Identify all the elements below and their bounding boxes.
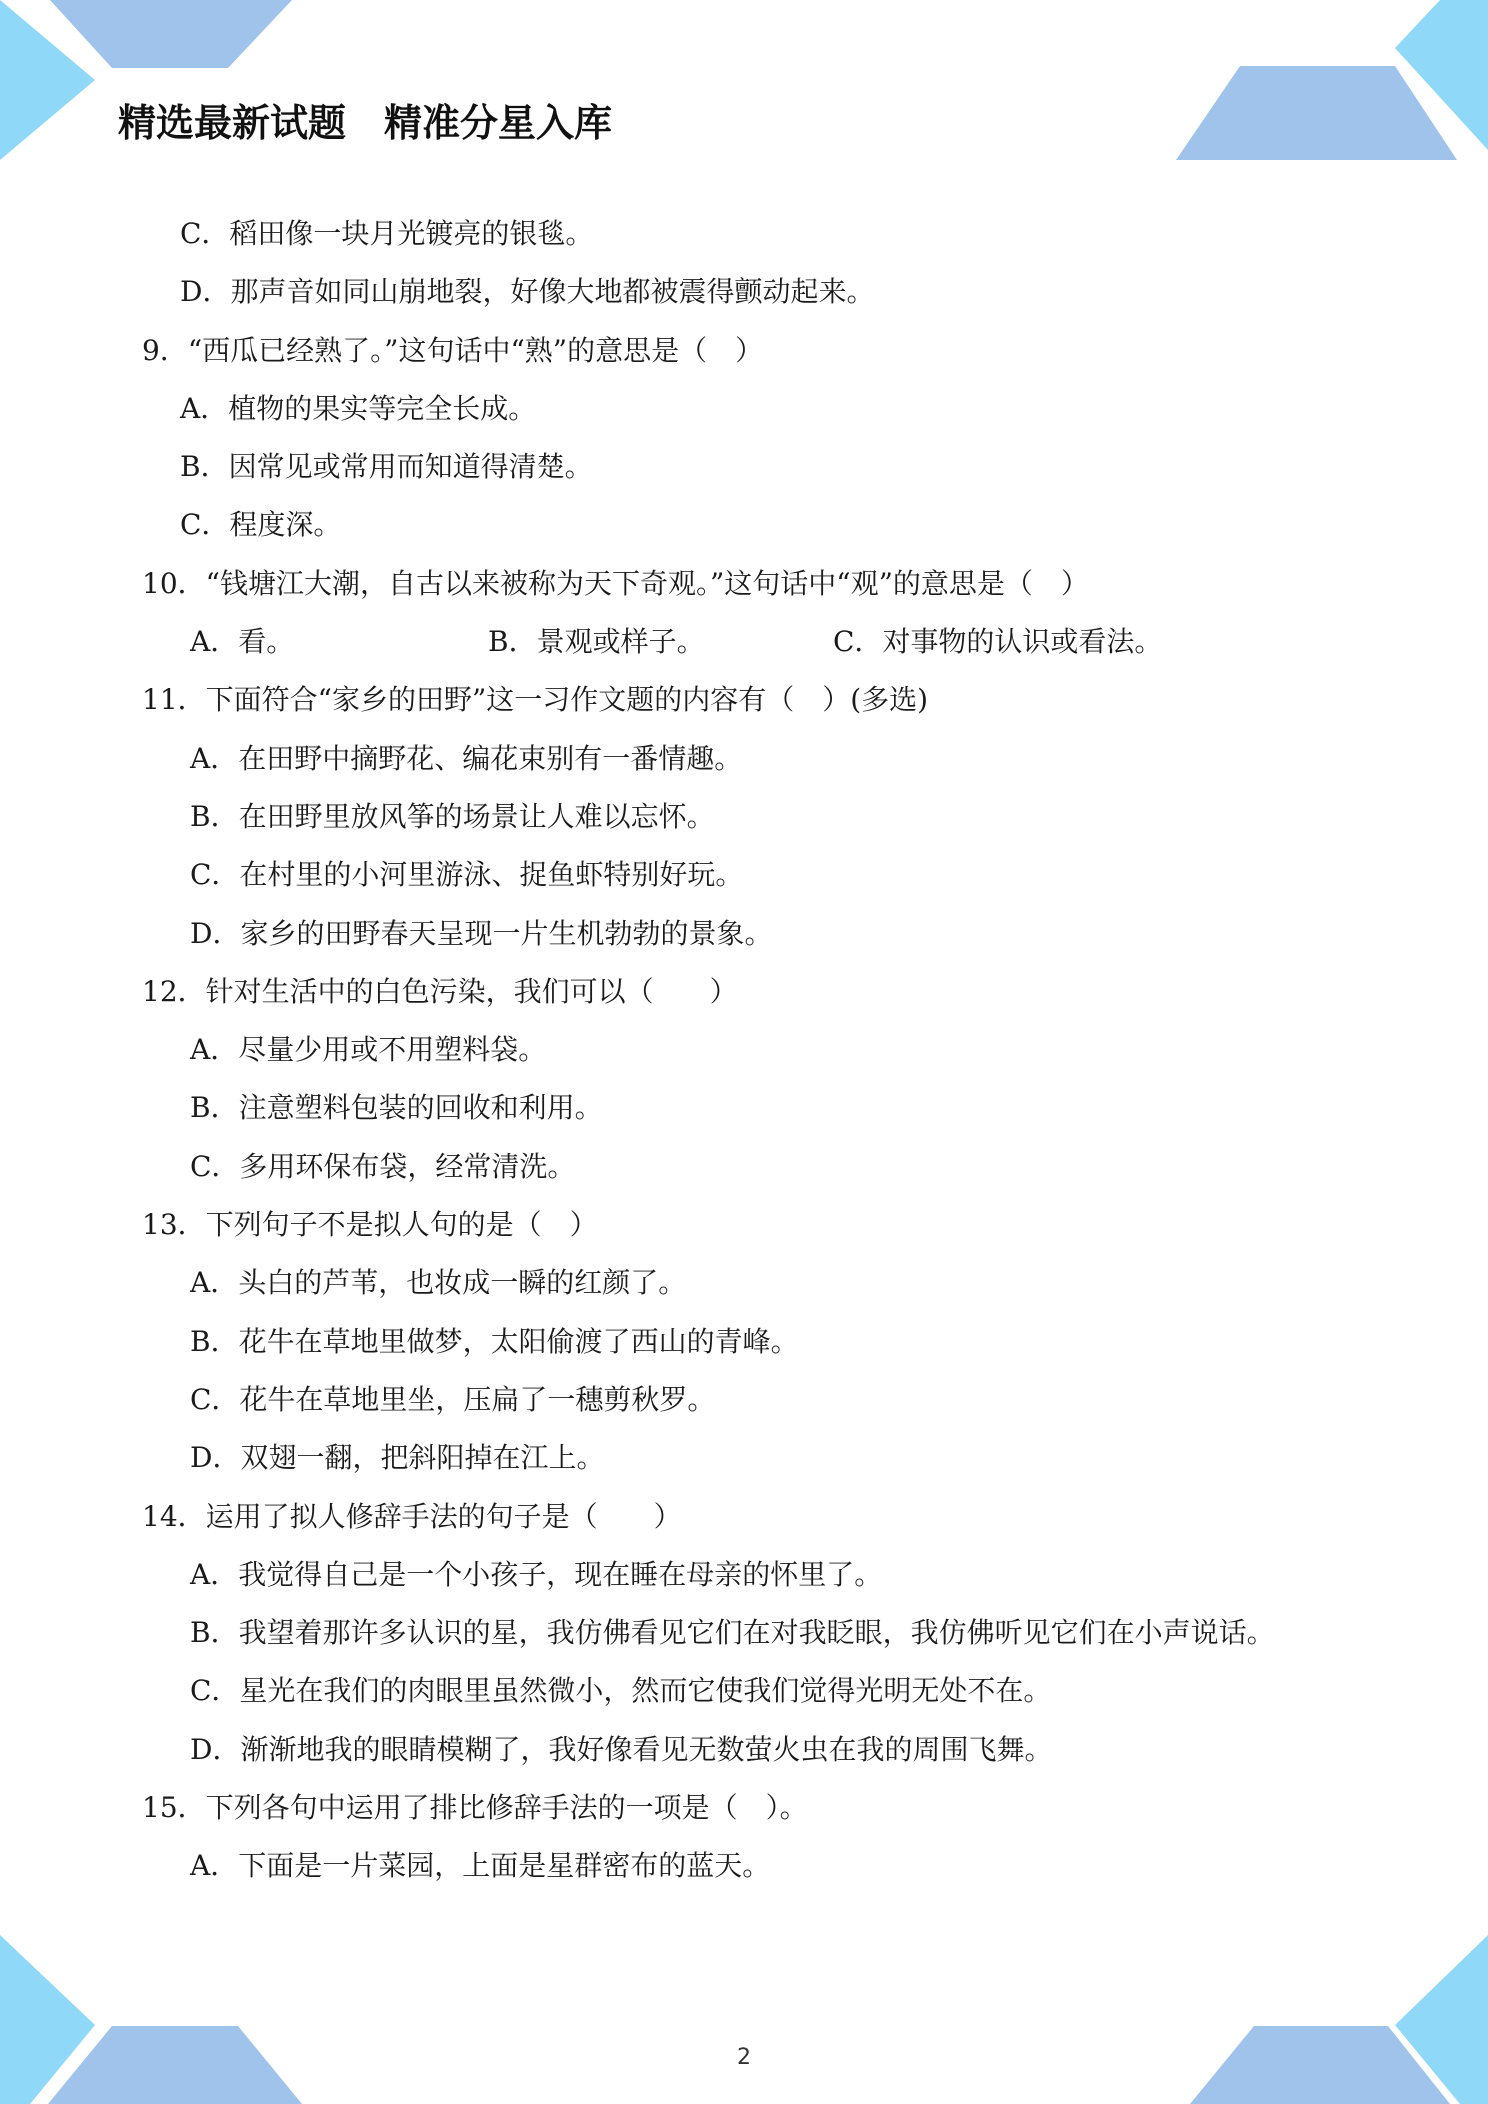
question-9: 9．“西瓜已经熟了。”这句话中“熟”的意思是（ ） <box>142 333 764 367</box>
option-line: D．渐渐地我的眼睛模糊了，我好像看见无数萤火虫在我的周围飞舞。 <box>190 1732 1053 1766</box>
top-left-dark-trapezoid <box>50 0 292 68</box>
option-line: D．双翅一翻，把斜阳掉在江上。 <box>190 1441 605 1475</box>
top-right-dark-trapezoid <box>1176 66 1457 160</box>
option-line: A．植物的果实等完全长成。 <box>180 391 537 425</box>
question-15: 15．下列各句中运用了排比修辞手法的一项是（ ）。 <box>142 1791 808 1825</box>
question-10-options <box>0 613 1488 671</box>
option-line: C．稻田像一块月光镀亮的银毯。 <box>180 217 594 250</box>
question-14: 14．运用了拟人修辞手法的句子是（ ） <box>142 1499 682 1533</box>
option-line: B．注意塑料包装的回收和利用。 <box>190 1091 603 1125</box>
page-number: 2 <box>737 2045 751 2070</box>
question-list <box>0 205 1488 1896</box>
option-line: C．多用环保布袋，经常清洗。 <box>190 1149 576 1183</box>
option-line: C．在村里的小河里游泳、捉鱼虾特别好玩。 <box>190 858 744 892</box>
option-line: B．我望着那许多认识的星，我仿佛看见它们在对我眨眼，我仿佛听见它们在小声说话。 <box>190 1616 1275 1650</box>
option-line: A．我觉得自己是一个小孩子，现在睡在母亲的怀里了。 <box>190 1557 883 1591</box>
option-line: B．花牛在草地里做梦，太阳偷渡了西山的青峰。 <box>190 1324 799 1358</box>
option-line: B．因常见或常用而知道得清楚。 <box>180 450 593 484</box>
question-13: 13．下列句子不是拟人句的是（ ） <box>142 1208 598 1242</box>
option-line: C．程度深。 <box>180 508 342 542</box>
option-line: A．下面是一片菜园，上面是星群密布的蓝天。 <box>190 1849 771 1883</box>
option-line: C．星光在我们的肉眼里虽然微小，然而它使我们觉得光明无处不在。 <box>190 1674 1052 1708</box>
header-title: 精选最新试题 精准分星入库 <box>118 101 613 145</box>
question-11: 11．下面符合“家乡的田野”这一习作文题的内容有（ ）(多选) <box>142 683 929 717</box>
option-line: C．花牛在草地里坐，压扁了一穗剪秋罗。 <box>190 1382 716 1416</box>
option-line: A．尽量少用或不用塑料袋。 <box>190 1033 547 1067</box>
question-12: 12．针对生活中的白色污染，我们可以（ ） <box>142 974 738 1008</box>
option-line: C．对事物的认识或看法。 <box>833 625 1163 659</box>
option-line: B．在田野里放风筝的场景让人难以忘怀。 <box>190 799 715 833</box>
option-line: A．在田野中摘野花、编花束别有一番情趣。 <box>190 741 743 775</box>
option-line: A．头白的芦苇，也妆成一瞬的红颜了。 <box>190 1266 687 1300</box>
option-line: D．家乡的田野春天呈现一片生机勃勃的景象。 <box>190 916 773 950</box>
option-line: A．看。 <box>190 625 295 659</box>
question-10: 10．“钱塘江大潮，自古以来被称为天下奇观。”这句话中“观”的意思是（ ） <box>142 566 1089 600</box>
option-line: B．景观或样子。 <box>488 625 705 659</box>
option-line: D．那声音如同山崩地裂，好像大地都被震得颤动起来。 <box>180 275 875 309</box>
